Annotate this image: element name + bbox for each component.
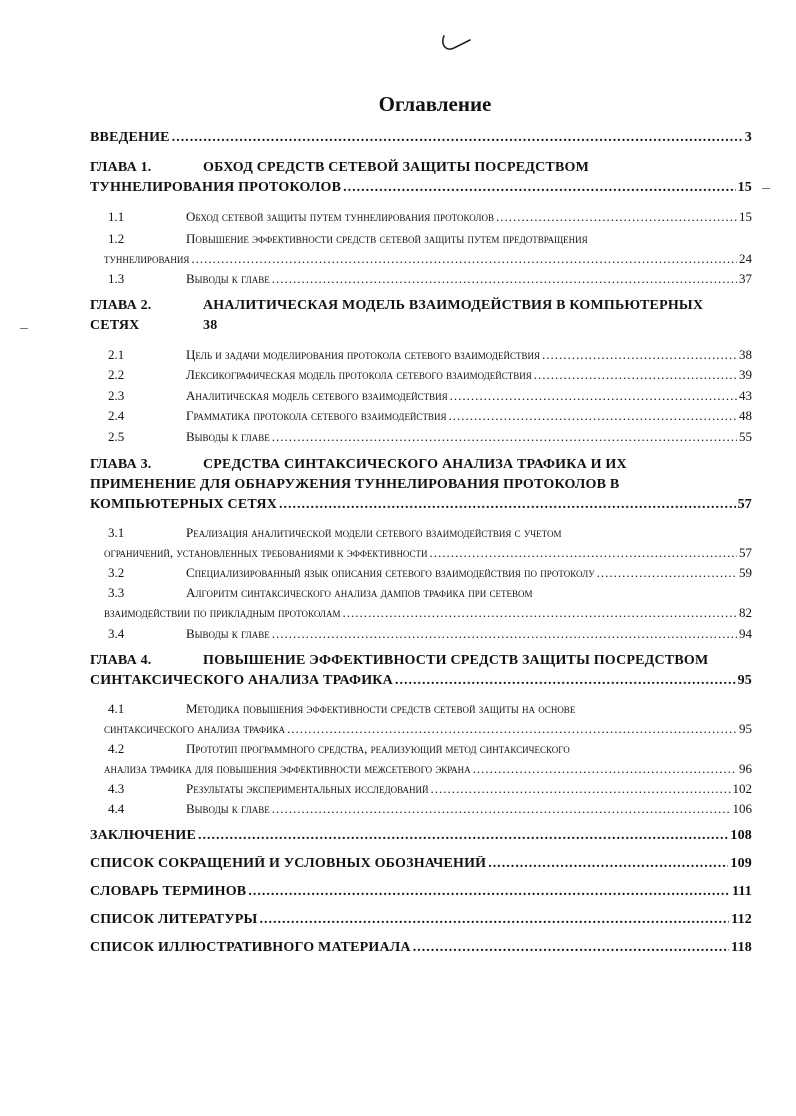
section-title[interactable]: Повышение эффективности средств сетевой защиты путем предотвращения — [186, 231, 588, 246]
toc-section-3-2[interactable] — [186, 565, 752, 581]
section-title-cont: взаимодействии по прикладным протоколам — [104, 605, 341, 620]
chapter-2-number: ГЛАВА 2. — [90, 298, 152, 313]
toc-references[interactable] — [90, 912, 752, 928]
chapter-4-title-line1[interactable]: ПОВЫШЕНИЕ ЭФФЕКТИВНОСТИ СРЕДСТВ ЗАЩИТЫ ПОСРЕДСТВОМ — [203, 653, 709, 668]
section-page: 57 — [739, 545, 752, 560]
toc-section-2-1[interactable] — [186, 347, 752, 363]
toc-section-4-4[interactable] — [186, 801, 752, 817]
section-title-cont: анализа трафика для повышения эффективности межсетевого экрана — [104, 761, 471, 776]
chapter-2-number-cont: СЕТЯХ — [90, 318, 140, 333]
leader-dots — [343, 180, 735, 196]
chapter-1-page: 15 — [737, 180, 752, 195]
leader-dots — [395, 673, 736, 689]
section-page: 94 — [739, 626, 752, 641]
leader-dots — [191, 251, 737, 267]
chapter-1-number: ГЛАВА 1. — [90, 160, 152, 175]
section-title: Лексикографическая модель протокола сетевого взаимодействия — [186, 367, 532, 382]
back-matter-page: 108 — [730, 828, 752, 843]
section-number: 4.3 — [108, 781, 125, 796]
section-title: Специализированный язык описания сетевого взаимодействия по протоколу — [186, 565, 595, 580]
chapter-3-title-line2[interactable]: ПРИМЕНЕНИЕ ДЛЯ ОБНАРУЖЕНИЯ ТУННЕЛИРОВАНИЯ ПРОТОКОЛОВ В — [90, 477, 620, 492]
section-number: 2.5 — [108, 429, 125, 444]
toc-section-3-3[interactable] — [104, 605, 752, 621]
toc-intro-page: 3 — [744, 130, 752, 145]
chapter-1-title-line1: ОБХОД СРЕДСТВ СЕТЕВОЙ ЗАЩИТЫ ПОСРЕДСТВОМ — [203, 160, 589, 175]
leader-dots — [342, 605, 737, 621]
back-matter-label: СПИСОК ЛИТЕРАТУРЫ — [90, 912, 258, 927]
chapter-2-title-line1[interactable]: АНАЛИТИЧЕСКАЯ МОДЕЛЬ ВЗАИМОДЕЙСТВИЯ В КОМПЬЮТЕРНЫХ — [203, 298, 704, 313]
leader-dots — [473, 761, 737, 777]
leader-dots — [272, 801, 731, 817]
section-title: Выводы к главе — [186, 271, 270, 286]
leader-dots — [496, 209, 737, 225]
toc-chapter-3[interactable] — [90, 497, 752, 513]
section-title[interactable]: Методика повышения эффективности средств сетевой защиты на основе — [186, 701, 576, 716]
section-title: Грамматика протокола сетевого взаимодействия — [186, 408, 447, 423]
back-matter-label: СЛОВАРЬ ТЕРМИНОВ — [90, 884, 247, 899]
chapter-3-page: 57 — [737, 497, 752, 512]
toc-section-2-3[interactable] — [186, 388, 752, 404]
toc-section-4-2[interactable] — [104, 761, 752, 777]
leader-dots — [448, 408, 737, 424]
toc-section-2-4[interactable] — [186, 408, 752, 424]
toc-abbreviations[interactable] — [90, 856, 752, 872]
section-title: Выводы к главе — [186, 801, 270, 816]
section-page: 96 — [739, 761, 752, 776]
section-page: 39 — [739, 367, 752, 382]
toc-section-3-4[interactable] — [186, 626, 752, 642]
section-number: 1.1 — [108, 209, 125, 224]
section-page: 37 — [739, 271, 752, 286]
section-title: Цель и задачи моделирования протокола сетевого взаимодействия — [186, 347, 541, 362]
section-page: 106 — [732, 801, 752, 816]
leader-dots — [198, 828, 728, 844]
section-page: 95 — [739, 721, 752, 736]
leader-dots — [287, 721, 737, 737]
chapter-1-title-line2: ТУННЕЛИРОВАНИЯ ПРОТОКОЛОВ — [90, 180, 342, 195]
chapter-3-title-line3: КОМПЬЮТЕРНЫХ СЕТЯХ — [90, 497, 278, 512]
chapter-3-title-line1[interactable]: СРЕДСТВА СИНТАКСИЧЕСКОГО АНАЛИЗА ТРАФИКА И ИХ — [203, 457, 627, 472]
section-number: 1.2 — [108, 231, 125, 246]
toc-section-1-2[interactable] — [104, 251, 752, 267]
section-number: 2.3 — [108, 388, 125, 403]
chapter-4-number: ГЛАВА 4. — [90, 653, 152, 668]
section-title: Аналитическая модель сетевого взаимодействия — [186, 388, 448, 403]
section-title: Результаты экспериментальных исследований — [186, 781, 429, 796]
toc-illustrations[interactable] — [90, 940, 752, 956]
back-matter-page: 112 — [731, 912, 752, 927]
leader-dots — [450, 388, 737, 404]
section-number: 2.4 — [108, 408, 125, 423]
leader-dots — [430, 545, 737, 561]
section-page: 82 — [739, 605, 752, 620]
back-matter-page: 109 — [730, 856, 752, 871]
toc-section-2-2[interactable] — [186, 367, 752, 383]
leader-dots — [260, 912, 730, 928]
section-page: 55 — [739, 429, 752, 444]
section-number: 3.1 — [108, 525, 125, 540]
scan-mark — [20, 328, 28, 329]
chapter-4-page: 95 — [737, 673, 752, 688]
toc-section-2-5[interactable] — [186, 429, 752, 445]
section-title: Обход сетевой защиты путем туннелирования протоколов — [186, 209, 494, 224]
leader-dots — [248, 884, 730, 900]
back-matter-label: СПИСОК ИЛЛЮСТРАТИВНОГО МАТЕРИАЛА — [90, 940, 411, 955]
leader-dots — [542, 347, 737, 363]
handwritten-mark — [438, 32, 478, 54]
leader-dots — [597, 565, 737, 581]
section-title: Выводы к главе — [186, 429, 270, 444]
leader-dots — [279, 497, 736, 513]
toc-section-4-1[interactable] — [104, 721, 752, 737]
section-number: 3.2 — [108, 565, 125, 580]
leader-dots — [272, 271, 737, 287]
section-title[interactable]: Алгоритм синтаксического анализа дампов трафика при сетевом — [186, 585, 533, 600]
leader-dots — [272, 429, 737, 445]
section-title-cont: ограничений, установленных требованиями к эффективности — [104, 545, 428, 560]
toc-section-1-1[interactable] — [186, 209, 752, 225]
back-matter-label: СПИСОК СОКРАЩЕНИЙ И УСЛОВНЫХ ОБОЗНАЧЕНИЙ — [90, 856, 487, 871]
toc-intro-label: ВВЕДЕНИЕ — [90, 130, 170, 145]
section-page: 102 — [732, 781, 752, 796]
leader-dots — [431, 781, 731, 797]
back-matter-page: 111 — [731, 884, 752, 899]
leader-dots — [534, 367, 737, 383]
section-title-cont: синтаксического анализа трафика — [104, 721, 285, 736]
section-title[interactable]: Прототип программного средства, реализующий метод синтаксического — [186, 741, 570, 756]
leader-dots — [272, 626, 737, 642]
section-number: 3.3 — [108, 585, 125, 600]
toc-glossary[interactable] — [90, 884, 752, 900]
section-number: 2.1 — [108, 347, 125, 362]
toc-conclusion[interactable] — [90, 828, 752, 844]
toc-intro[interactable] — [90, 130, 752, 146]
section-number: 4.4 — [108, 801, 125, 816]
section-title[interactable]: Реализация аналитической модели сетевого взаимодействия с учетом — [186, 525, 562, 540]
section-number: 1.3 — [108, 271, 125, 286]
section-title: Выводы к главе — [186, 626, 270, 641]
toc-section-3-1[interactable] — [104, 545, 752, 561]
section-number: 4.1 — [108, 701, 125, 716]
leader-dots — [488, 856, 728, 872]
chapter-3-number: ГЛАВА 3. — [90, 457, 152, 472]
section-number: 3.4 — [108, 626, 125, 641]
toc-chapter-4[interactable] — [90, 673, 752, 689]
section-number: 2.2 — [108, 367, 125, 382]
back-matter-page: 118 — [731, 940, 752, 955]
page-title: Оглавление — [378, 92, 492, 116]
section-page: 48 — [739, 408, 752, 423]
toc-section-1-3[interactable] — [186, 271, 752, 287]
section-page: 15 — [739, 209, 752, 224]
toc-section-4-3[interactable] — [186, 781, 752, 797]
section-number: 4.2 — [108, 741, 125, 756]
section-page: 59 — [739, 565, 752, 580]
section-page: 43 — [739, 388, 752, 403]
section-title-cont: туннелирования — [104, 251, 190, 266]
back-matter-label: ЗАКЛЮЧЕНИЕ — [90, 828, 197, 843]
chapter-4-title-line2: СИНТАКСИЧЕСКОГО АНАЛИЗА ТРАФИКА — [90, 673, 393, 688]
leader-dots — [413, 940, 729, 956]
section-page: 24 — [739, 251, 752, 266]
section-page: 38 — [739, 347, 752, 362]
leader-dots — [172, 130, 743, 146]
scan-mark — [762, 188, 770, 189]
chapter-2-page: 38 — [203, 318, 218, 333]
toc-chapter-1[interactable] — [90, 180, 752, 196]
